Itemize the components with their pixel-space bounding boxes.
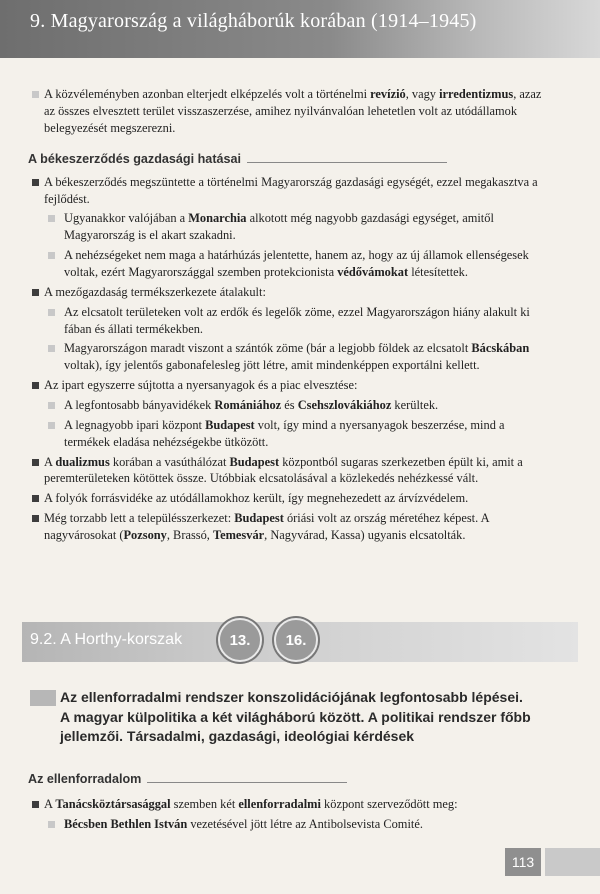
lower-content (30, 796, 550, 836)
text: , vagy (405, 87, 440, 101)
text: Még torzabb lett a településszerkezet: (44, 511, 235, 526)
page-number: 113 (505, 848, 541, 876)
text: A nehézségeket nem maga a határhúzás jelentette, hanem az, hogy az új államok ellenségesek voltak, ezért Magyarországgal szemben protekcionista (64, 248, 529, 279)
topic-marker (30, 690, 56, 706)
text: A (44, 454, 56, 469)
term-ellenforradalmi: ellenforradalmi (238, 797, 321, 811)
section-heading (28, 772, 548, 786)
list-item (30, 796, 550, 813)
bullet-light-icon (48, 422, 55, 429)
exam-topic-box (28, 688, 548, 747)
bullet-light-icon (48, 345, 55, 352)
text: A legfontosabb bányavidékek (64, 398, 215, 413)
term-temesvar: Temesvár (212, 528, 265, 543)
text: Az elcsatolt területeken volt az erdők és legelők zöme, ezzel Magyarországon hiány alakult ki fában és állati termékekben. (64, 304, 530, 336)
bullet-light-icon (48, 309, 55, 316)
term-monarchia: Monarchia (188, 211, 247, 226)
section-heading-bekeszerzodes (28, 151, 550, 168)
topic-badge-13: 13. (218, 618, 262, 662)
term-budapest: Budapest (229, 454, 280, 469)
topic-line: Az ellenforradalmi rendszer konszolidációjának legfontosabb lépései. (60, 689, 523, 705)
text: központ szerveződött meg: (320, 797, 458, 811)
text: alkotott még nagyobb gazdasági egységet, amitől Magyarország is el akart szakadni. (64, 211, 494, 243)
text: korában a vasúthálózat (109, 454, 230, 469)
bullet-dark-icon (32, 382, 39, 389)
text: , azaz az összes elvesztett terület visszaszerzése, amihez nyilvánvalóan lehetetlen volt az utódállamok belegyezését megszerezni. (44, 87, 542, 135)
text: A mezőgazdaság termékszerkezete átalakult: (44, 284, 266, 299)
list-item (30, 454, 550, 488)
text: központból sugaras szerkezetben épült ki, amit a peremterületeken kötöttek össze. Utóbbiak elcsatolásával a közlekedés nehézkessé vált. (44, 454, 523, 486)
bullet-dark-icon (32, 801, 39, 808)
bullet-light-icon (32, 91, 39, 98)
list-item (30, 490, 550, 507)
main-content (30, 86, 550, 547)
list-item (30, 510, 550, 544)
text: volt, így mind a nyersanyagok beszerzése, mind a termékek eladása nehézségekbe ütközött. (64, 417, 505, 449)
list-item (30, 377, 550, 394)
term-revizio: revízió (370, 87, 406, 101)
intro-paragraph (30, 86, 550, 137)
text: A legnagyobb ipari központ (64, 417, 206, 432)
list-item-sub (30, 304, 550, 338)
bullet-dark-icon (32, 495, 39, 502)
text: A folyók forrásvidéke az utódállamokhoz került, így megnehezedett az árvízvédelem. (44, 491, 469, 506)
topic-line: jellemzői. Társadalmi, gazdasági, ideológiai kérdések (60, 728, 415, 745)
list-item-sub (30, 417, 550, 451)
heading-rule (147, 782, 347, 783)
bullet-light-icon (48, 402, 55, 409)
term-romania: Romániához (214, 398, 282, 413)
text: A közvéleményben azonban elterjedt elképzelés volt a történelmi (44, 87, 371, 101)
topic-line: A magyar külpolitika a két világháború között. A politikai rendszer főbb (60, 708, 531, 725)
text: vezetésével jött létre az Antibolsevista Comité. (187, 816, 423, 831)
subchapter-banner (22, 622, 578, 662)
term-pozsony: Pozsony (123, 528, 167, 543)
text: óriási volt az ország méretéhez képest. A nagyvárosokat ( (44, 511, 489, 543)
list-item-sub (30, 210, 550, 244)
page-tab (545, 848, 600, 876)
chapter-title: 9. Magyarország a világháborúk korában (1914–1945) (30, 10, 477, 32)
chapter-header (0, 0, 600, 58)
text: , Nagyvárad, Kassa) ugyanis elcsatolták. (264, 528, 466, 543)
section-title: A békeszerződés gazdasági hatásai (28, 151, 242, 166)
term-dualizmus: dualizmus (55, 454, 110, 469)
term-csehszlovakia: Csehszlovákiához (297, 398, 392, 413)
section-heading-ellenforradalom (28, 772, 548, 786)
heading-rule (247, 162, 447, 163)
bullet-dark-icon (32, 179, 39, 186)
term-bethlen: Bécsben Bethlen István (64, 816, 188, 831)
term-vedovamok: védővámokat (337, 265, 409, 279)
bullet-dark-icon (32, 459, 39, 466)
subchapter-title: 9.2. A Horthy-korszak (30, 631, 183, 648)
text: Magyarországon maradt viszont a szántók zöme (bár a legjobb földek az elcsatolt (64, 341, 472, 356)
text: , Brassó, (166, 528, 213, 543)
text: A (44, 797, 56, 811)
text: létesítettek. (408, 265, 468, 279)
bullet-light-icon (48, 821, 55, 828)
term-irredentizmus: irredentizmus (439, 87, 514, 101)
text: és (281, 398, 298, 413)
bullet-light-icon (48, 252, 55, 259)
list-item-sub (30, 247, 550, 281)
term-budapest: Budapest (234, 511, 284, 526)
term-tanacskoztarsasag: Tanácsköztársasággal (55, 797, 171, 811)
list-item (30, 174, 550, 208)
list-item-sub (30, 340, 550, 374)
text: voltak), így jelentős gabonafelesleg jött létre, amit mindenképpen exportálni kellett. (64, 358, 480, 373)
list-item (30, 284, 550, 301)
term-bacska: Bácskában (471, 341, 530, 356)
list-item-sub (30, 397, 550, 414)
topic-badge-16: 16. (274, 618, 318, 662)
bullet-dark-icon (32, 289, 39, 296)
text: A békeszerződés megszüntette a történelmi Magyarország gazdasági egységét, ezzel megakasztva a fejlődést. (44, 174, 538, 206)
text: kerültek. (391, 398, 439, 413)
list-item-sub (30, 816, 550, 833)
text: Ugyanakkor valójában a (64, 211, 189, 226)
text: Az ipart egyszerre sújtotta a nyersanyagok és a piac elvesztése: (44, 378, 358, 393)
section-title: Az ellenforradalom (28, 772, 142, 786)
bullet-dark-icon (32, 515, 39, 522)
term-budapest: Budapest (205, 417, 255, 432)
text: szemben két (170, 797, 239, 811)
bullet-light-icon (48, 215, 55, 222)
